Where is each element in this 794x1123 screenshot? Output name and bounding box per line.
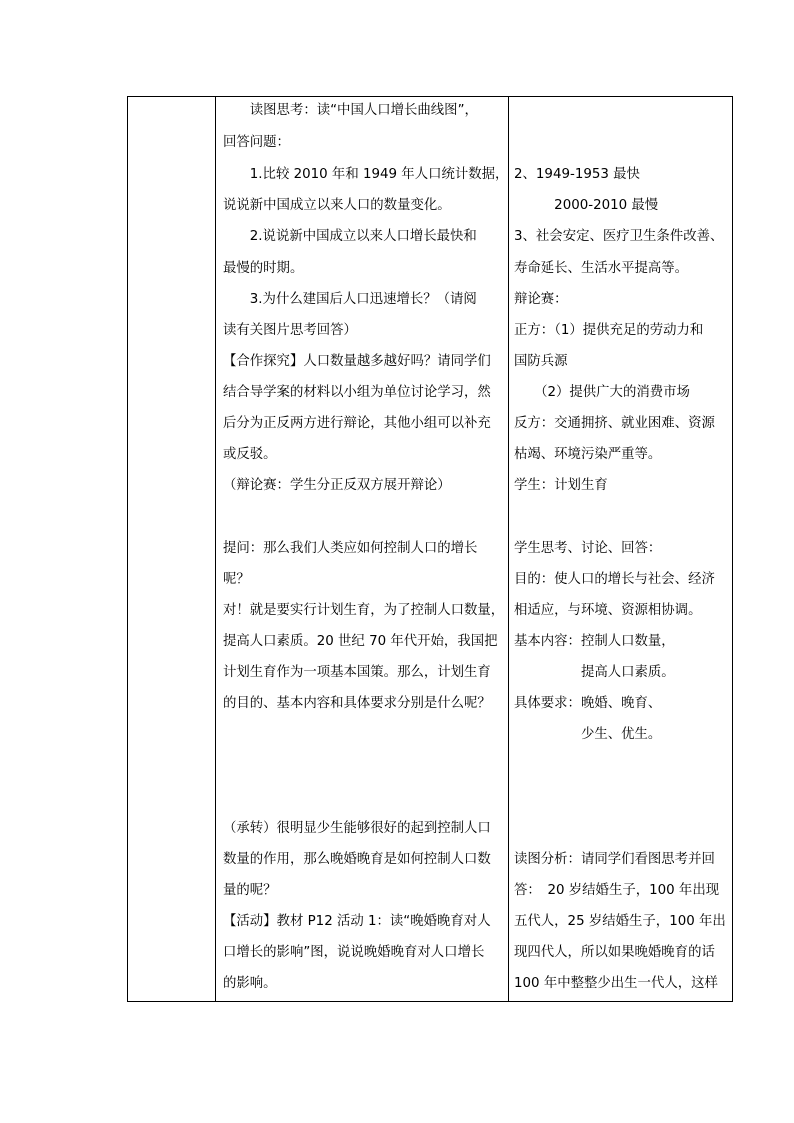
text-line: 2.说说新中国成立以来人口增长最快和 bbox=[223, 229, 477, 244]
text-line: 或反驳。 bbox=[223, 447, 277, 462]
text-line: 提高人口素质。20 世纪 70 年代开始，我国把 bbox=[223, 634, 498, 649]
text-line: 2000-2010 最慢 bbox=[514, 198, 659, 213]
text-line: 对！就是要实行计划生育，为了控制人口数量， bbox=[223, 603, 505, 618]
text-line: 具体要求：晚婚、晚育、 bbox=[514, 696, 662, 711]
text-line: 现四代人，所以如果晚婚晚育的话 bbox=[514, 945, 715, 960]
teacher-activity-cell bbox=[216, 97, 509, 1002]
text-line: 反方：交通拥挤、就业困难、资源 bbox=[514, 416, 715, 431]
text-line: 枯竭、环境污染严重等。 bbox=[514, 447, 662, 462]
text-line: 国防兵源 bbox=[514, 354, 568, 369]
text-line: 3、社会安定、医疗卫生条件改善、 bbox=[514, 229, 724, 244]
text-line: 1.比较 2010 年和 1949 年人口统计数据， bbox=[223, 167, 509, 182]
text-line: 口增长的影响”图，说说晚婚晚育对人口增长 bbox=[223, 945, 485, 960]
text-line: 答： 20 岁结婚生子，100 年出现 bbox=[514, 883, 720, 898]
text-line: 学生思考、讨论、回答： bbox=[514, 541, 662, 556]
text-line: 寿命延长、生活水平提高等。 bbox=[514, 261, 689, 276]
text-line: 100 年中整整少出生一代人，这样 bbox=[514, 976, 718, 991]
text-line: 最慢的时期。 bbox=[223, 261, 304, 276]
text-line: 基本内容：控制人口数量， bbox=[514, 634, 675, 649]
text-line: 数量的作用，那么晚婚晚育是如何控制人口数 bbox=[223, 852, 491, 867]
text-line: 【合作探究】人口数量越多越好吗？请同学们 bbox=[223, 354, 491, 369]
text-line: 相适应，与环境、资源相协调。 bbox=[514, 603, 702, 618]
text-line: 读有关图片思考回答） bbox=[223, 323, 357, 338]
table-row bbox=[128, 97, 733, 1002]
text-line: 的影响。 bbox=[223, 976, 277, 991]
student-activity-cell bbox=[509, 97, 733, 1002]
text-line: 说说新中国成立以来人口的数量变化。 bbox=[223, 198, 451, 213]
text-line: 的目的、基本内容和具体要求分别是什么呢？ bbox=[223, 696, 491, 711]
text-line: 五代人，25 岁结婚生子，100 年出 bbox=[514, 914, 726, 929]
text-line: 呢？ bbox=[223, 572, 250, 587]
text-line: 回答问题： bbox=[223, 135, 290, 150]
left-column-cell bbox=[128, 97, 216, 1002]
text-line: 辩论赛： bbox=[514, 292, 568, 307]
text-line: 读图思考：读“中国人口增长曲线图”， bbox=[223, 103, 478, 118]
text-line: （2）提供广大的消费市场 bbox=[514, 385, 690, 400]
text-line: 正方：（1）提供充足的劳动力和 bbox=[514, 323, 704, 338]
text-line: 【活动】教材 P12 活动 1：读“晚婚晚育对人 bbox=[223, 914, 491, 929]
text-line: 目的：使人口的增长与社会、经济 bbox=[514, 572, 715, 587]
text-line: 2、1949-1953 最快 bbox=[514, 167, 640, 182]
text-line: （承转）很明显少生能够很好的起到控制人口 bbox=[223, 821, 491, 836]
lesson-plan-table bbox=[127, 96, 733, 1002]
text-line: 3.为什么建国后人口迅速增长？（请阅 bbox=[223, 292, 477, 307]
text-line: 少生、优生。 bbox=[514, 727, 662, 742]
text-line: 提问：那么我们人类应如何控制人口的增长 bbox=[223, 541, 478, 556]
text-line: 学生：计划生育 bbox=[514, 478, 608, 493]
text-line: 读图分析：请同学们看图思考并回 bbox=[514, 852, 715, 867]
text-line: 计划生育作为一项基本国策。那么，计划生育 bbox=[223, 665, 491, 680]
text-line: 量的呢？ bbox=[223, 883, 277, 898]
text-line: （辩论赛：学生分正反双方展开辩论） bbox=[223, 478, 451, 493]
text-line: 提高人口素质。 bbox=[514, 665, 675, 680]
text-line: 后分为正反两方进行辩论，其他小组可以补充 bbox=[223, 416, 491, 431]
text-line: 结合导学案的材料以小组为单位讨论学习，然 bbox=[223, 385, 491, 400]
